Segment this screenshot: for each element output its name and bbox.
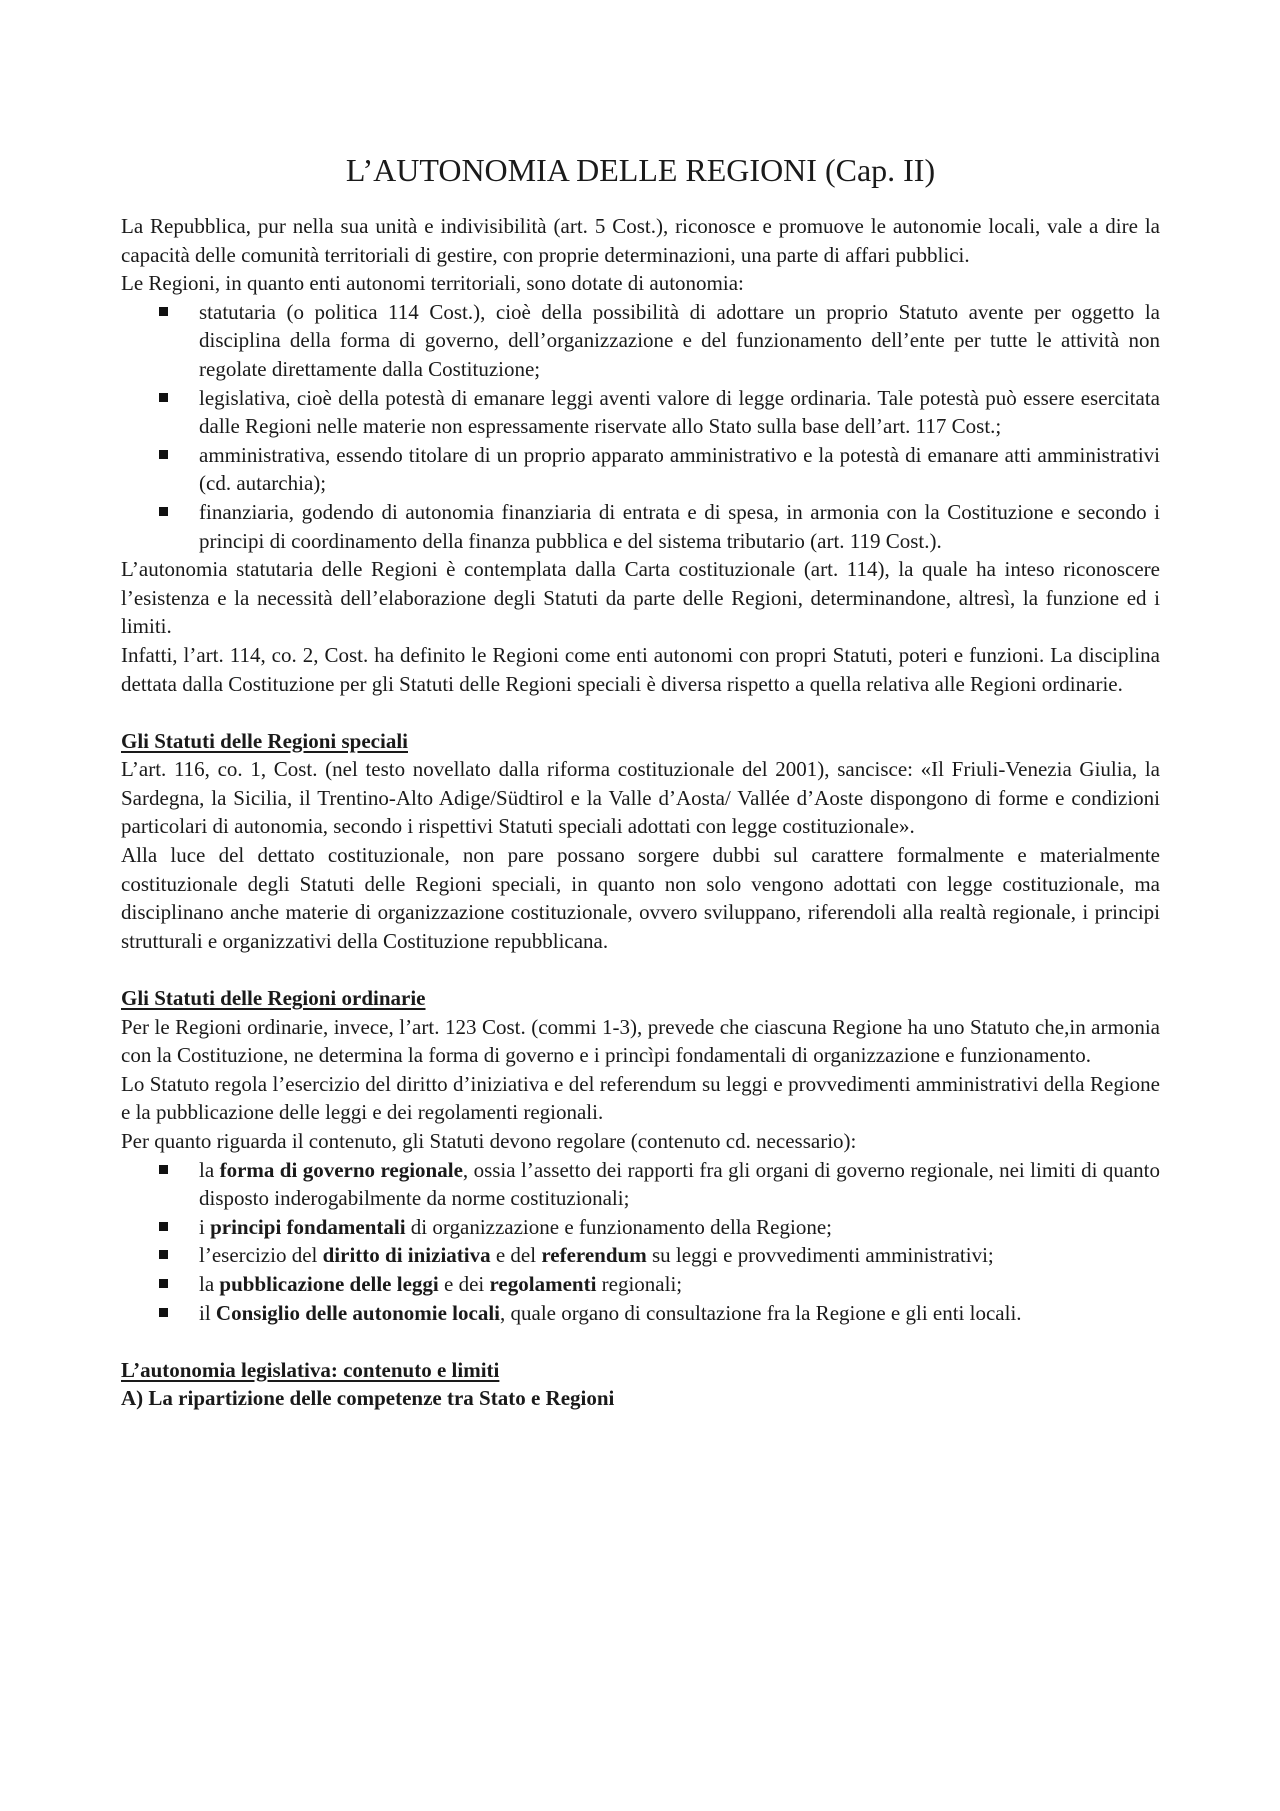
speciali-paragraph-2: Alla luce del dettato costituzionale, non pare possano sorgere dubbi sul carattere formalmente e materialmente costituzionale degli Statuti delle Regioni speciali, in quanto non solo vengono adottati con legge costituzionale, ma disciplinano anche materie di organizzazione costituzionale, ovvero sviluppano, riferendoli alla realtà regionale, i principi strutturali e organizzativi della Costituzione repubblicana.: [121, 843, 1160, 953]
section-heading-speciali: Gli Statuti delle Regioni speciali: [121, 728, 408, 753]
intro-paragraph-3: L’autonomia statutaria delle Regioni è contemplata dalla Carta costituzionale (art. 114), la quale ha inteso riconoscere l’esistenza e la necessità dell’elaborazione degli Statuti da parte delle Regioni, determinandone, altresì, la funzione ed i limiti.: [121, 557, 1160, 639]
section-heading-ordinarie: Gli Statuti delle Regioni ordinarie: [121, 986, 426, 1011]
ordinarie-paragraph-1: Per le Regioni ordinarie, invece, l’art. 123 Cost. (commi 1-3), prevede che ciascuna Regione ha uno Statuto che,in armonia con la Costituzione, ne determina la forma di governo e i princìpi fondamentali di organizzazione e funzionamento.: [121, 1014, 1160, 1068]
square-bullet-icon: [159, 1165, 168, 1174]
list-item: finanziaria, godendo di autonomia finanziaria di entrata e di spesa, in armonia con la Costituzione e secondo i principi di coordinamento della finanza pubblica e del sistema tributario (art. 119 Cost.).: [199, 498, 1160, 555]
square-bullet-icon: [159, 507, 168, 516]
square-bullet-icon: [159, 1279, 168, 1288]
ordinarie-paragraph-2: Lo Statuto regola l’esercizio del diritto d’iniziativa e del referendum su leggi e provvedimenti amministrativi della Regione e la pubblicazione delle leggi e dei regolamenti regionali.: [121, 1071, 1160, 1125]
square-bullet-icon: [159, 393, 168, 402]
intro-paragraph-2: Le Regioni, in quanto enti autonomi territoriali, sono dotate di autonomia:: [121, 271, 744, 296]
list-item: la forma di governo regionale, ossia l’assetto dei rapporti fra gli organi di governo regionale, nei limiti di quanto disposto inderogabilmente da norme costituzionali;: [199, 1156, 1160, 1213]
list-item: amministrativa, essendo titolare di un proprio apparato amministrativo e la potestà di emanare atti amministrativi (cd. autarchia);: [199, 441, 1160, 498]
spacer: [121, 955, 1160, 984]
list-item: la pubblicazione delle leggi e dei regolamenti regionali;: [199, 1270, 1160, 1299]
ordinarie-paragraph-3: Per quanto riguarda il contenuto, gli Statuti devono regolare (contenuto cd. necessario):: [121, 1129, 857, 1153]
square-bullet-icon: [159, 450, 168, 459]
list-item: statutaria (o politica 114 Cost.), cioè della possibilità di adottare un proprio Statuto avente per oggetto la disciplina della forma di governo, dell’organizzazione e del funzionamento dell’ente per tutte le attività non regolate direttamente dalla Costituzione;: [199, 298, 1160, 384]
intro-paragraph-4: Infatti, l’art. 114, co. 2, Cost. ha definito le Regioni come enti autonomi con propri Statuti, poteri e funzioni. La disciplina dettata dalla Costituzione per gli Statuti delle Regioni speciali è diversa rispetto a quella relativa alle Regioni ordinarie.: [121, 642, 1160, 696]
list-item: l’esercizio del diritto di iniziativa e del referendum su leggi e provvedimenti amministrativi;: [199, 1241, 1160, 1270]
list-item: legislativa, cioè della potestà di emanare leggi aventi valore di legge ordinaria. Tale potestà può essere esercitata dalle Regioni nelle materie non espressamente riservate allo Stato sulla base dell’art. 117 Cost.;: [199, 384, 1160, 441]
square-bullet-icon: [159, 307, 168, 316]
list-item: il Consiglio delle autonomie locali, quale organo di consultazione fra la Regione e gli enti locali.: [199, 1299, 1160, 1328]
square-bullet-icon: [159, 1250, 168, 1259]
section-heading-legislativa: L’autonomia legislativa: contenuto e limiti: [121, 1357, 500, 1382]
subsection-heading: A) La ripartizione delle competenze tra Stato e Regioni: [121, 1386, 615, 1411]
statute-content-list: [121, 1156, 1160, 1328]
document-title: L’AUTONOMIA DELLE REGIONI (Cap. II): [345, 152, 936, 188]
autonomy-types-list: [121, 298, 1160, 555]
intro-paragraph-1: La Repubblica, pur nella sua unità e indivisibilità (art. 5 Cost.), riconosce e promuove le autonomie locali, vale a dire la capacità delle comunità territoriali di gestire, con proprie determinazioni, una parte di affari pubblici.: [121, 214, 1160, 267]
spacer: [121, 1327, 1160, 1356]
spacer: [121, 698, 1160, 727]
document-page: [121, 150, 1160, 1413]
list-item: i principi fondamentali di organizzazione e funzionamento della Regione;: [199, 1213, 1160, 1242]
speciali-paragraph-1: L’art. 116, co. 1, Cost. (nel testo novellato dalla riforma costituzionale del 2001), sancisce: «Il Friuli-Venezia Giulia, la Sardegna, la Sicilia, il Trentino-Alto Adige/Südtirol e la Valle d’Aosta/ Vallée d’Aoste dispongono di forme e condizioni particolari di autonomia, secondo i rispettivi Statuti speciali adottati con legge costituzionale».: [121, 757, 1160, 839]
square-bullet-icon: [159, 1222, 168, 1231]
square-bullet-icon: [159, 1308, 168, 1317]
